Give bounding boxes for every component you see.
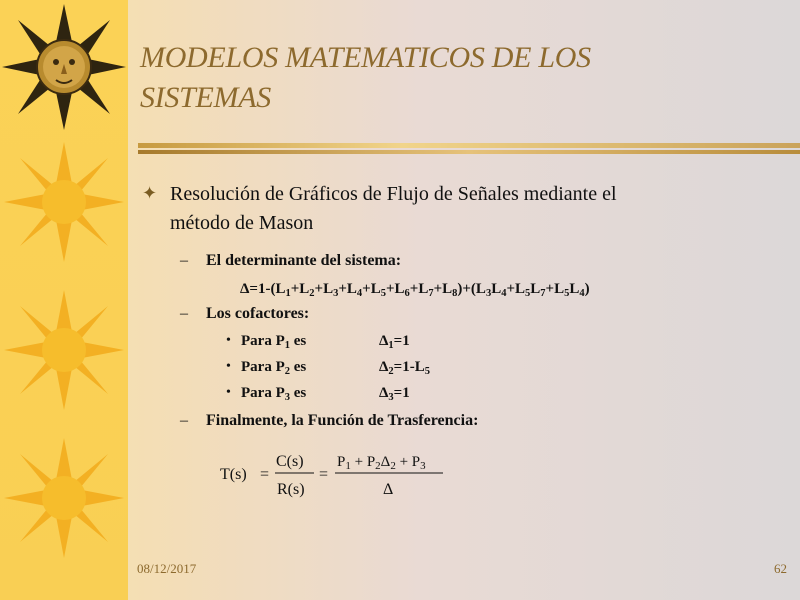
transfer-function-formula xyxy=(220,446,450,502)
cofactor-label: Para $P_2$ es xyxy=(241,359,307,377)
cofactor-value: $\Delta_2=1-L_5$ xyxy=(379,359,430,377)
formula-den-1: R(s) xyxy=(277,481,305,498)
formula-lhs: T(s) xyxy=(220,466,247,483)
bullet-main-line-1: Resolución de Gráficos de Flujo de Señales mediante el xyxy=(170,183,617,205)
cofactor-value: $\Delta_3=1$ xyxy=(379,385,410,403)
bullet-main-line-2: método de Mason xyxy=(170,212,314,234)
cofactor-value: $\Delta_1=1$ xyxy=(379,333,410,351)
footer-page-number: 62 xyxy=(774,561,787,576)
dash-bullet: – xyxy=(180,252,188,269)
sun-face-icon xyxy=(0,2,128,132)
dot-bullet: • xyxy=(226,385,231,400)
transfer-heading: Finalmente, la Función de Trasferencia: xyxy=(206,412,479,429)
title-divider xyxy=(138,143,800,159)
dash-bullet: – xyxy=(180,305,188,322)
decorative-sidebar xyxy=(0,0,128,600)
dot-bullet: • xyxy=(226,359,231,374)
formula-num-2: $P_1 + P_2\Delta_2 + P_3$ xyxy=(337,454,426,472)
footer-date: 08/12/2017 xyxy=(137,561,197,576)
formula-num-1: C(s) xyxy=(276,453,304,470)
formula-den-2: Δ xyxy=(383,481,394,498)
sun-icon xyxy=(2,140,126,264)
determinant-formula: $\Delta=1-(L_1+L_2+L_3+L_4+L_5+L_6+L_7+L_8)+(L_3L_4+L_5L_7+L_5L_4)$ xyxy=(240,281,590,299)
formula-equals-2: = xyxy=(319,466,329,483)
cofactor-label: Para $P_3$ es xyxy=(241,385,307,403)
title-line-2: SISTEMAS xyxy=(140,81,271,114)
sun-icon xyxy=(2,288,126,412)
cofactors-heading: Los cofactores: xyxy=(206,305,310,322)
star-bullet-icon: ✦ xyxy=(142,183,158,203)
sun-icon xyxy=(2,436,126,560)
formula-equals-1: = xyxy=(260,466,270,483)
dash-bullet: – xyxy=(180,412,188,429)
cofactor-label: Para $P_1$ es xyxy=(241,333,307,351)
title-line-1: MODELOS MATEMATICOS DE LOS xyxy=(140,41,591,74)
slide-title xyxy=(140,38,760,118)
dot-bullet: • xyxy=(226,333,231,348)
determinant-heading: El determinante del sistema: xyxy=(206,252,402,269)
